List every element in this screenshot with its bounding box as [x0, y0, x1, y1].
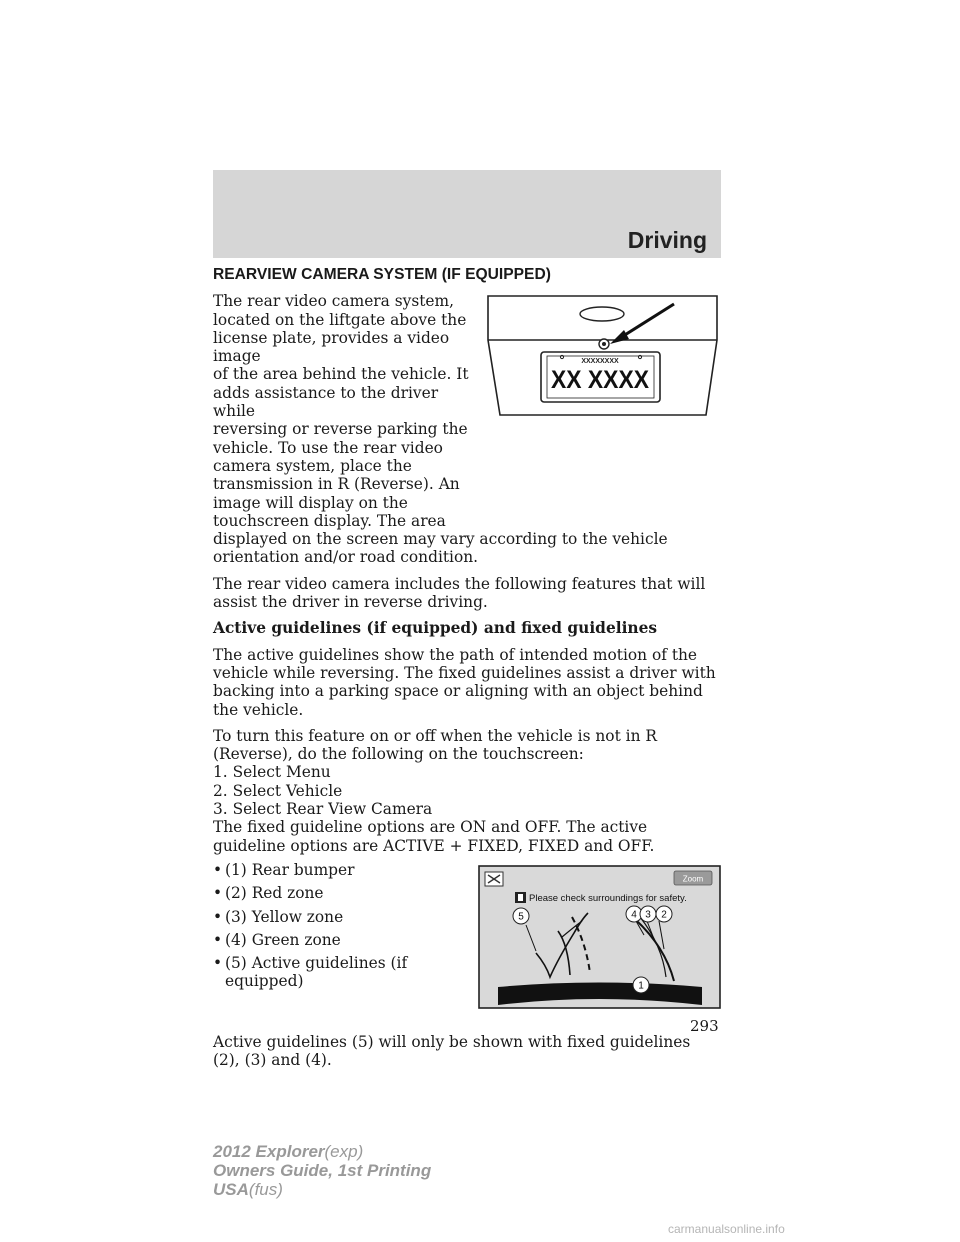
intro-line: image will display on the: [213, 493, 408, 512]
bullet-dot: •: [213, 954, 223, 973]
svg-text:3: 3: [645, 909, 651, 921]
zoom-label: Zoom: [682, 874, 704, 884]
intro-line: touchscreen display. The area: [213, 511, 446, 530]
camera-display-figure: [478, 865, 721, 1009]
section-title: REARVIEW CAMERA SYSTEM (IF EQUIPPED): [213, 266, 551, 283]
warning-text: Please check surroundings for safety.: [529, 892, 687, 904]
footer-market: USA: [213, 1180, 249, 1199]
intro-line: The rear video camera system,: [213, 292, 454, 311]
guidelines-paragraph: The active guidelines show the path of intended motion of the vehicle while reversing. The fixed guidelines assist a driver with backing into a parking space or aligning with an object behind the vehicle.: [213, 645, 716, 719]
turn-paragraph: To turn this feature on or off when the vehicle is not in R (Reverse), do the following on the touchscreen:: [213, 726, 657, 764]
page-number: 293: [690, 1017, 719, 1035]
zoom-button: [674, 871, 712, 885]
bullet-dot: •: [213, 884, 223, 903]
intro-tail: displayed on the screen may vary according to the vehicle orientation and/or road condition.: [213, 530, 668, 567]
step-item: 2. Select Vehicle: [213, 781, 343, 800]
header-band: [213, 170, 721, 258]
list-item: • (5) Active guidelines (if equipped): [213, 954, 408, 991]
intro-line: camera system, place the: [213, 456, 412, 475]
options-paragraph: The fixed guideline options are ON and OFF. The active guideline options are ACTIVE + FIXED, FIXED and OFF.: [213, 818, 655, 855]
steps-list: [213, 763, 721, 818]
intro-line: reversing or reverse parking the: [213, 420, 468, 439]
bullet-section: [213, 861, 721, 1033]
subheading: Active guidelines (if equipped) and fixed guidelines: [213, 619, 658, 638]
footer-guide: Owners Guide, 1st Printing: [213, 1161, 432, 1180]
intro-line: vehicle. To use the rear video: [213, 438, 443, 457]
closing-paragraph: Active guidelines (5) will only be shown with fixed guidelines (2), (3) and (4).: [213, 1032, 691, 1070]
intro-line: of the area behind the vehicle. It: [213, 365, 469, 384]
footer-market-code: (fus): [248, 1180, 283, 1199]
watermark: carmanualsonline.info: [668, 1222, 785, 1236]
intro-line: adds assistance to the driver while: [213, 383, 439, 421]
bullet-list: [213, 861, 463, 996]
callout-3: [640, 906, 656, 922]
bullet-dot: •: [213, 860, 223, 879]
svg-text:5: 5: [518, 911, 524, 923]
section-header: Driving: [627, 227, 707, 253]
bullet-dot: •: [213, 930, 223, 949]
intro-line: license plate, provides a video image: [213, 328, 450, 366]
callout-1: [633, 977, 649, 993]
step-item: 3. Select Rear View Camera: [213, 800, 433, 819]
plate-text: XX XXXX: [551, 366, 650, 395]
intro-line: transmission in R (Reverse). An: [213, 475, 460, 494]
list-item: • (2) Red zone: [213, 884, 324, 903]
footer-model-code: (exp): [324, 1142, 364, 1161]
step-item: 1. Select Menu: [213, 763, 331, 782]
plate-small-text: XXXXXXXX: [581, 358, 619, 366]
intro-block: [213, 292, 721, 566]
svg-text:4: 4: [631, 909, 637, 921]
list-item: • (1) Rear bumper: [213, 860, 355, 879]
footer-model: 2012 Explorer: [213, 1142, 325, 1161]
page-content: [213, 266, 721, 1078]
svg-text:2: 2: [661, 909, 667, 921]
svg-text:1: 1: [638, 980, 644, 992]
footer: [213, 1142, 431, 1199]
callout-5: [513, 908, 529, 924]
liftgate-camera-figure: [484, 294, 721, 417]
list-item: • (3) Yellow zone: [213, 907, 344, 926]
list-item: • (4) Green zone: [213, 930, 341, 949]
features-paragraph: The rear video camera includes the following features that will assist the driver in reverse driving.: [213, 574, 706, 612]
bullet-dot: •: [213, 907, 223, 926]
callout-2: [656, 906, 672, 922]
intro-line: located on the liftgate above the: [213, 310, 467, 329]
